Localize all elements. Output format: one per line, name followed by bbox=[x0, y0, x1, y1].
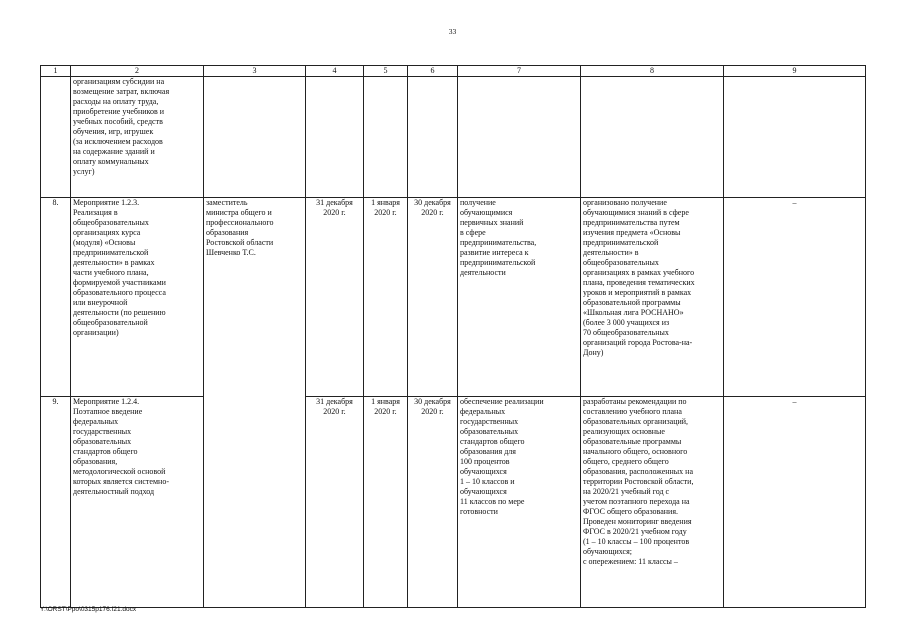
cell-text-line: «Школьная лига РОСНАНО» bbox=[583, 308, 684, 317]
cell-text-line: приобретение учебников и bbox=[73, 107, 165, 116]
cell-text-line: 2020 г. bbox=[421, 407, 444, 416]
cell-text-line: учетом поэтапного перехода на bbox=[583, 497, 690, 506]
cell-text-line: Ростовской области bbox=[206, 238, 274, 247]
row-number-cell: 9. bbox=[41, 397, 71, 608]
cell-text-line: 30 декабря bbox=[414, 397, 451, 406]
column-header: 3 bbox=[204, 66, 306, 77]
cell-text-line: общеобразовательных bbox=[583, 258, 659, 267]
cell-text-line: образовательного процесса bbox=[73, 288, 166, 297]
cell-text-line: стандартов общего bbox=[73, 447, 138, 456]
cell-text-line: 100 процентов bbox=[460, 457, 510, 466]
cell-text-line: 31 декабря bbox=[316, 198, 353, 207]
cell-text-line: деятельности bbox=[460, 268, 506, 277]
cell-text-line: деятельности (по решению bbox=[73, 308, 166, 317]
cell-text-line: общеобразовательных bbox=[73, 218, 149, 227]
cell-text-line: министра общего и bbox=[206, 208, 272, 217]
cell-text-line: ФГОС в 2020/21 учебном году bbox=[583, 527, 687, 536]
table-row-continued bbox=[41, 77, 866, 198]
cell-text-line: составлению учебного плана bbox=[583, 407, 682, 416]
deviation-cell: – bbox=[724, 397, 866, 608]
cell-text-line: организовано получение bbox=[583, 198, 667, 207]
cell-text-line: в сфере bbox=[460, 228, 486, 237]
column-header: 7 bbox=[458, 66, 581, 77]
plan-date-cell bbox=[306, 198, 364, 397]
cell-text-line: или внеурочной bbox=[73, 298, 128, 307]
cell-text-line: организаций города Ростова-на- bbox=[583, 338, 693, 347]
cell-text-line: обучающимися знаний в сфере bbox=[583, 208, 689, 217]
cell-text-line: формируемой участниками bbox=[73, 278, 166, 287]
cell-text-line: (модуля) «Основы bbox=[73, 238, 136, 247]
cell-text-line: оплату коммунальных bbox=[73, 157, 149, 166]
column-header: 9 bbox=[724, 66, 866, 77]
cell-text-line: Мероприятие 1.2.4. bbox=[73, 397, 140, 406]
page-number: 33 bbox=[448, 27, 457, 36]
cell-text-line: 2020 г. bbox=[323, 407, 346, 416]
cell-text-line: заместитель bbox=[206, 198, 248, 207]
cell-text-line: организациях в рамках учебного bbox=[583, 268, 695, 277]
actual-result-cell bbox=[581, 77, 724, 198]
cell-text-line: образовательные программы bbox=[583, 437, 682, 446]
start-date-cell bbox=[364, 198, 408, 397]
cell-text-line: реализующих основные bbox=[583, 427, 665, 436]
cell-text-line: возмещение затрат, включая bbox=[73, 87, 170, 96]
cell-text-line: деятельностный подход bbox=[73, 487, 155, 496]
cell-text-line: 31 декабря bbox=[316, 397, 353, 406]
cell-text-line: 1 января bbox=[371, 198, 400, 207]
cell-text-line: 2020 г. bbox=[374, 208, 397, 217]
cell-text-line: Дону) bbox=[583, 348, 604, 357]
cell-text-line: предпринимательства путем bbox=[583, 218, 680, 227]
expected-result-cell bbox=[458, 77, 581, 198]
cell-text-line: услуг) bbox=[73, 167, 95, 176]
cell-text-line: стандартов общего bbox=[460, 437, 525, 446]
cell-text-line: 11 классов по мере bbox=[460, 497, 525, 506]
file-path-footer: Y:\ORST\Ppo\0315p176.f21.docx bbox=[40, 606, 137, 613]
activities-table bbox=[40, 65, 866, 608]
cell-text-line: с опережением: 11 классы – bbox=[583, 557, 678, 566]
cell-text-line: предпринимательства, bbox=[460, 238, 537, 247]
cell-text-line: первичных знаний bbox=[460, 218, 524, 227]
actual-result-cell bbox=[581, 198, 724, 397]
cell-text-line: ФГОС общего образования. bbox=[583, 507, 679, 516]
cell-text-line: обучающихся; bbox=[583, 547, 632, 556]
cell-text-line: обучающимися bbox=[460, 208, 513, 217]
cell-text-line: учебных пособий, средств bbox=[73, 117, 163, 126]
cell-text-line: на содержание зданий и bbox=[73, 147, 155, 156]
cell-text-line: на 2020/21 учебный год с bbox=[583, 487, 670, 496]
table-row bbox=[41, 198, 866, 397]
cell-text-line: организациях курса bbox=[73, 228, 141, 237]
cell-text-line: предпринимательской bbox=[460, 258, 536, 267]
cell-text-line: расходы на оплату труда, bbox=[73, 97, 159, 106]
cell-text-line: образовательных bbox=[73, 437, 132, 446]
cell-text-line: Мероприятие 1.2.3. bbox=[73, 198, 140, 207]
cell-text-line: территории Ростовской области, bbox=[583, 477, 694, 486]
column-header: 6 bbox=[408, 66, 458, 77]
start-date-cell bbox=[364, 397, 408, 608]
cell-text-line: предпринимательской bbox=[583, 238, 659, 247]
cell-text-line: образовательных организаций, bbox=[583, 417, 689, 426]
plan-date-cell bbox=[306, 77, 364, 198]
cell-text-line: 1 – 10 классов и bbox=[460, 477, 515, 486]
cell-text-line: получение bbox=[460, 198, 496, 207]
cell-text-line: начального общего, основного bbox=[583, 447, 688, 456]
cell-text-line: (1 – 10 классы – 100 процентов bbox=[583, 537, 690, 546]
activity-cell bbox=[71, 77, 204, 198]
cell-text-line: обучения, игр, игрушек bbox=[73, 127, 154, 136]
cell-text-line: Реализация в bbox=[73, 208, 118, 217]
cell-text-line: обеспечение реализации bbox=[460, 397, 544, 406]
cell-text-line: Шевченко Т.С. bbox=[206, 248, 256, 257]
actual-result-cell bbox=[581, 397, 724, 608]
column-header: 2 bbox=[71, 66, 204, 77]
deviation-cell bbox=[724, 77, 866, 198]
cell-text-line: образования, расположенных на bbox=[583, 467, 694, 476]
cell-text-line: 30 декабря bbox=[414, 198, 451, 207]
start-date-cell bbox=[364, 77, 408, 198]
cell-text-line: развитие интереса к bbox=[460, 248, 529, 257]
cell-text-line: деятельности» в рамках bbox=[73, 258, 155, 267]
end-date-cell bbox=[408, 77, 458, 198]
cell-text-line: 70 общеобразовательных bbox=[583, 328, 669, 337]
cell-text-line: общеобразовательной bbox=[73, 318, 148, 327]
column-header: 1 bbox=[41, 66, 71, 77]
cell-text-line: федеральных bbox=[460, 407, 506, 416]
cell-text-line: уроков и мероприятий в рамках bbox=[583, 288, 692, 297]
cell-text-line: плана, проведения тематических bbox=[583, 278, 695, 287]
cell-text-line: Поэтапное введение bbox=[73, 407, 143, 416]
responsible-cell bbox=[204, 77, 306, 198]
cell-text-line: обучающихся bbox=[460, 467, 507, 476]
cell-text-line: 2020 г. bbox=[421, 208, 444, 217]
cell-text-line: 2020 г. bbox=[323, 208, 346, 217]
cell-text-line: профессионального bbox=[206, 218, 274, 227]
cell-text-line: обучающихся bbox=[460, 487, 507, 496]
expected-result-cell bbox=[458, 198, 581, 397]
deviation-cell: – bbox=[724, 198, 866, 397]
cell-text-line: деятельности» в bbox=[583, 248, 639, 257]
expected-result-cell bbox=[458, 397, 581, 608]
cell-text-line: федеральных bbox=[73, 417, 119, 426]
row-number-cell bbox=[41, 77, 71, 198]
cell-text-line: государственных bbox=[460, 417, 519, 426]
cell-text-line: разработаны рекомендации по bbox=[583, 397, 687, 406]
cell-text-line: (за исключением расходов bbox=[73, 137, 163, 146]
row-number-cell: 8. bbox=[41, 198, 71, 397]
cell-text-line: 2020 г. bbox=[374, 407, 397, 416]
cell-text-line: части учебного плана, bbox=[73, 268, 149, 277]
cell-text-line: организации) bbox=[73, 328, 119, 337]
column-header: 5 bbox=[364, 66, 408, 77]
cell-text-line: Проведен мониторинг введения bbox=[583, 517, 692, 526]
cell-text-line: государственных bbox=[73, 427, 132, 436]
plan-date-cell bbox=[306, 397, 364, 608]
activity-cell bbox=[71, 397, 204, 608]
end-date-cell bbox=[408, 397, 458, 608]
column-number-row bbox=[41, 66, 866, 77]
cell-text-line: образовательной программы bbox=[583, 298, 681, 307]
activity-cell bbox=[71, 198, 204, 397]
cell-text-line: которых является системно- bbox=[73, 477, 169, 486]
column-header: 8 bbox=[581, 66, 724, 77]
cell-text-line: образования bbox=[206, 228, 249, 237]
cell-text-line: 1 января bbox=[371, 397, 400, 406]
cell-text-line: образования, bbox=[73, 457, 118, 466]
cell-text-line: организациям субсидии на bbox=[73, 77, 165, 86]
column-header: 4 bbox=[306, 66, 364, 77]
cell-text-line: изучения предмета «Основы bbox=[583, 228, 681, 237]
end-date-cell bbox=[408, 198, 458, 397]
cell-text-line: (более 3 000 учащихся из bbox=[583, 318, 670, 327]
cell-text-line: предпринимательской bbox=[73, 248, 149, 257]
table-row bbox=[41, 397, 866, 608]
responsible-cell bbox=[204, 198, 306, 608]
cell-text-line: методологической основой bbox=[73, 467, 166, 476]
cell-text-line: готовности bbox=[460, 507, 498, 516]
cell-text-line: образовательных bbox=[460, 427, 519, 436]
cell-text-line: образования для bbox=[460, 447, 516, 456]
cell-text-line: общего, среднего общего bbox=[583, 457, 669, 466]
